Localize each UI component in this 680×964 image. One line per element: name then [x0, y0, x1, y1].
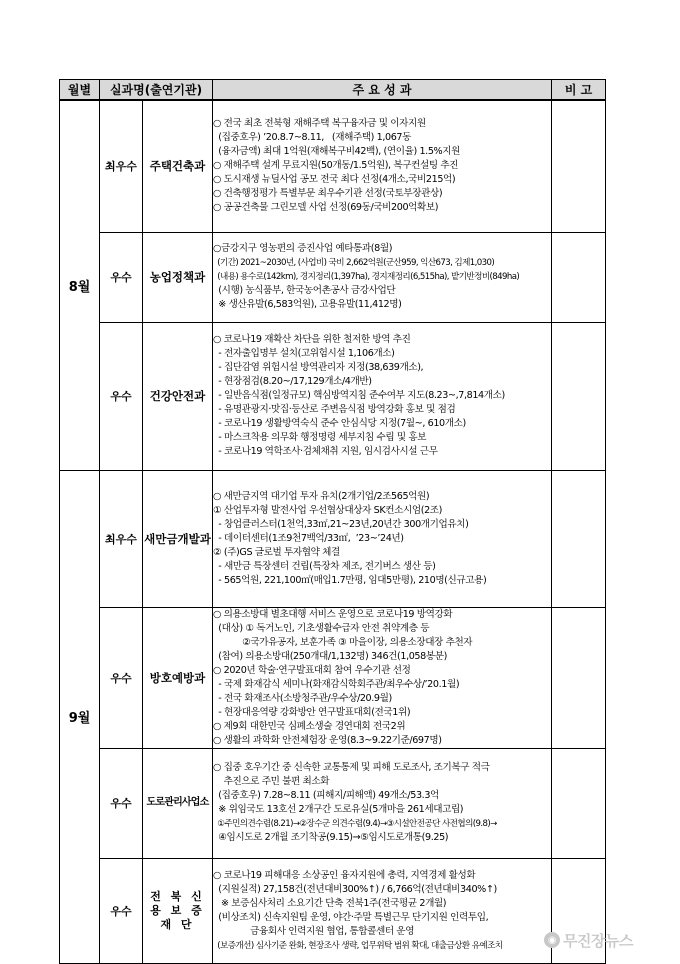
dept-cell: 건강안전과 — [143, 322, 213, 470]
achievement-line: (대상) ① 독거노인, 기초생활수급자 안전 취약계층 등 — [213, 622, 430, 634]
achievement-line: 금융회사 인력지원 협업, 통합콜센터 운영 — [213, 925, 415, 937]
achievement-cell — [213, 100, 552, 232]
achievement-line: ○ 재해주택 설계 무료지원(50개동/1.5억원), 복구컨설팅 추진 — [213, 160, 459, 172]
achievement-line: - 전자출입명부 설치(고위험시설 1,106개소) — [213, 348, 395, 359]
achievement-line: - 데이터센터(1조9천7백억/33㎡, ’23~’24년) — [213, 532, 404, 544]
table-row — [60, 607, 606, 748]
achievement-line: - 현장점검(8.20~/17,129개소/4개반) — [213, 376, 372, 387]
grade-cell: 우수 — [100, 607, 143, 748]
remark-cell — [552, 232, 606, 322]
achievement-cell — [213, 232, 552, 322]
month-cell: 8월 — [60, 100, 100, 470]
achievement-line: (참여) 의용소방대(250개대/1,132명) 346건(1,058봉분) — [213, 650, 447, 662]
header-remarks: 비 고 — [552, 80, 606, 101]
achievement-line: - 코로나19 역학조사·검체채취 지원, 임시검사시설 근무 — [213, 446, 438, 457]
watermark-text: 무진장뉴스 — [563, 931, 633, 950]
achievement-line: - 새만금 특장센터 건립(특장차 제조, 전기버스 생산 등) — [213, 560, 436, 572]
achievement-line: ○ 제9회 대한민국 심폐소생술 경연대회 전국2위 — [213, 720, 406, 732]
achievement-line: - 코로나19 생활방역숙식 준수 안심식당 지정(7월~, 610개소) — [213, 418, 466, 429]
grade-cell: 우수 — [100, 748, 143, 858]
achievement-line: (내용) 용수로(142km), 경지정리(1,397ha), 경지재정리(6,515ha), 밭기반정비(849ha) — [213, 272, 520, 282]
achievement-line: ○ 코로나19 피해대응 소상공인 융자지원에 총력, 지역경제 활성화 — [213, 869, 476, 881]
dept-cell: 주택건축과 — [143, 100, 213, 232]
remark-cell — [552, 748, 606, 858]
dept-cell — [143, 858, 213, 963]
grade-cell: 우수 — [100, 858, 143, 963]
remark-cell — [552, 100, 606, 232]
achievement-line: ④임시도로 2개월 조기착공(9.15)→⑤임시도로개통(9.25) — [213, 832, 449, 843]
logo-mark-icon: ◉ — [544, 932, 560, 948]
achievement-cell — [213, 748, 552, 858]
table-row — [60, 100, 606, 232]
achievement-line: - 마스크착용 의무화 행정명령 세부지침 수립 및 홍보 — [213, 432, 427, 443]
achievement-line: ※ 보증심사처리 소요기간 단축 전북1주(전국평균 2개월) — [213, 897, 447, 909]
achievement-line: ○ 집중 호우기간 중 신속한 교통통제 및 피해 도로조사, 조기복구 적극 — [213, 762, 490, 773]
achievement-line: ② (주)GS 글로벌 투자협약 체결 — [213, 546, 340, 558]
remark-cell — [552, 470, 606, 607]
table-row — [60, 858, 606, 963]
dept-cell: 새만금개발과 — [143, 470, 213, 607]
achievement-line: - 집단감염 위험시설 방역관리자 지정(38,639개소), — [213, 362, 424, 373]
remark-cell — [552, 607, 606, 748]
achievement-line: ○ 도시재생 뉴딜사업 공모 전국 최다 선정(4개소,국비215억) — [213, 174, 456, 186]
header-achievements: 주 요 성 과 — [213, 80, 552, 101]
dept-cell: 도로관리사업소 — [143, 748, 213, 858]
achievement-line: ○ 공공건축물 그린모델 사업 선정(69동/국비200억확보) — [213, 202, 439, 214]
achievement-line: - 전국 화재조사(소방청주관/우수상/20.9월) — [213, 692, 392, 704]
achievement-line: (보증개선) 심사기준 완화, 현장조사 생략, 업무위탁 범위 확대, 대출금상환 유예조치 — [213, 940, 503, 951]
achievement-line: (융자금액) 최대 1억원(재해복구비42백), (연이율) 1.5%지원 — [213, 146, 460, 158]
achievement-line: (지원실적) 27,158건(전년대비300%↑) / 6,766억(전년대비340%↑) — [213, 883, 497, 895]
achievement-cell — [213, 470, 552, 607]
achievement-line: ○금강지구 영농편의 증진사업 예타통과(8월) — [213, 243, 393, 254]
achievement-line: - 국제 화재감식 세미나(화재감식학회주관/최우수상/’20.1월) — [213, 678, 460, 690]
achievement-line: ① 산업투자형 발전사업 우선협상대상자 SK컨소시엄(2조) — [213, 504, 442, 516]
achievement-line: (비상조치) 신속지원팀 운영, 야간·주말 특별근무 단기지원 인력투입, — [213, 911, 489, 923]
dept-cell: 방호예방과 — [143, 607, 213, 748]
achievement-line: ○ 코로나19 재확산 차단을 위한 철저한 방역 추진 — [213, 334, 411, 345]
achievement-line: (시행) 농식품부, 한국농어촌공사 금강사업단 — [213, 285, 396, 296]
dept-name: 전 북 신 용 보 증 재 단 — [150, 889, 205, 931]
achievement-cell — [213, 322, 552, 470]
achievement-line: ○ 건축행정평가 특별부문 최우수기관 선정(국토부장관상) — [213, 188, 443, 200]
grade-cell: 최우수 — [100, 470, 143, 607]
achievement-line: ※ 위임국도 13호선 2개구간 도로유실(5개마을 261세대고립) — [213, 804, 464, 815]
achievement-line: - 현장대응역량 강화방안 연구발표대회(전국1위) — [213, 706, 411, 718]
achievement-line: (집중호우) 7.28~8.11 (피해지/피해액) 49개소/53.3억 — [213, 790, 439, 801]
achievement-line: - 일반음식점(일정규모) 핵심방역지침 준수여부 지도(8.23~,7,814개소) — [213, 390, 505, 401]
achievement-line: (집중호우) ’20.8.7~8.11, (재해주택) 1,067동 — [213, 132, 412, 144]
achievement-cell — [213, 607, 552, 748]
header-month: 월별 — [60, 80, 100, 101]
achievement-line: ○ 의용소방대 별초대행 서비스 운영으로 코로나19 방역강화 — [213, 608, 453, 620]
achievement-line: (기간) 2021~2030년, (사업비) 국비 2,662억원(군산959, 익산673, 김제1,030) — [213, 258, 495, 268]
header-dept: 실과명(출연기관) — [100, 80, 213, 101]
grade-cell: 우수 — [100, 232, 143, 322]
achievement-line: ○ 전국 최초 전북형 재해주택 복구융자금 및 이자지원 — [213, 118, 426, 130]
achievement-line: - 565억원, 221,100㎡(매입1.7만평, 임대5만평), 210명(신규고용) — [213, 574, 487, 586]
achievement-cell — [213, 858, 552, 963]
achievement-line: 추진으로 주민 불편 최소화 — [213, 776, 330, 787]
achievement-line: - 창업클러스터(1천억,33㎡,21~23년,20년간 300개기업유치) — [213, 518, 469, 530]
achievements-table — [59, 79, 606, 964]
table-row — [60, 232, 606, 322]
achievement-line: ①주민의견수렴(8.21)→②장수군 의견수렴(9.4)→③시설안전공단 사전협의(9.8)→ — [213, 819, 497, 829]
watermark-logo — [544, 929, 633, 951]
table-row — [60, 748, 606, 858]
grade-cell: 최우수 — [100, 100, 143, 232]
table-row — [60, 470, 606, 607]
month-cell: 9월 — [60, 470, 100, 963]
grade-cell: 우수 — [100, 322, 143, 470]
remark-cell — [552, 322, 606, 470]
achievement-line: ②국가유공자, 보훈가족 ③ 마을이장, 의용소장대장 추천자 — [213, 636, 473, 648]
dept-cell: 농업정책과 — [143, 232, 213, 322]
achievement-line: ○ 생활의 과학화 안전체험장 운영(8.3~9.22기준/697명) — [213, 734, 442, 746]
achievement-line: ※ 생산유발(6,583억원), 고용유발(11,412명) — [213, 299, 402, 310]
header-row — [60, 80, 606, 101]
achievement-line: ○ 새만금지역 대기업 투자 유치(2개기업/2조565억원) — [213, 490, 430, 502]
achievement-line: ○ 2020년 학술·연구발표대회 참여 우수기관 선정 — [213, 664, 411, 676]
achievement-line: - 유명관광지·맛집·등산로 주변음식점 방역강화 홍보 및 점검 — [213, 404, 456, 415]
table-row — [60, 322, 606, 470]
